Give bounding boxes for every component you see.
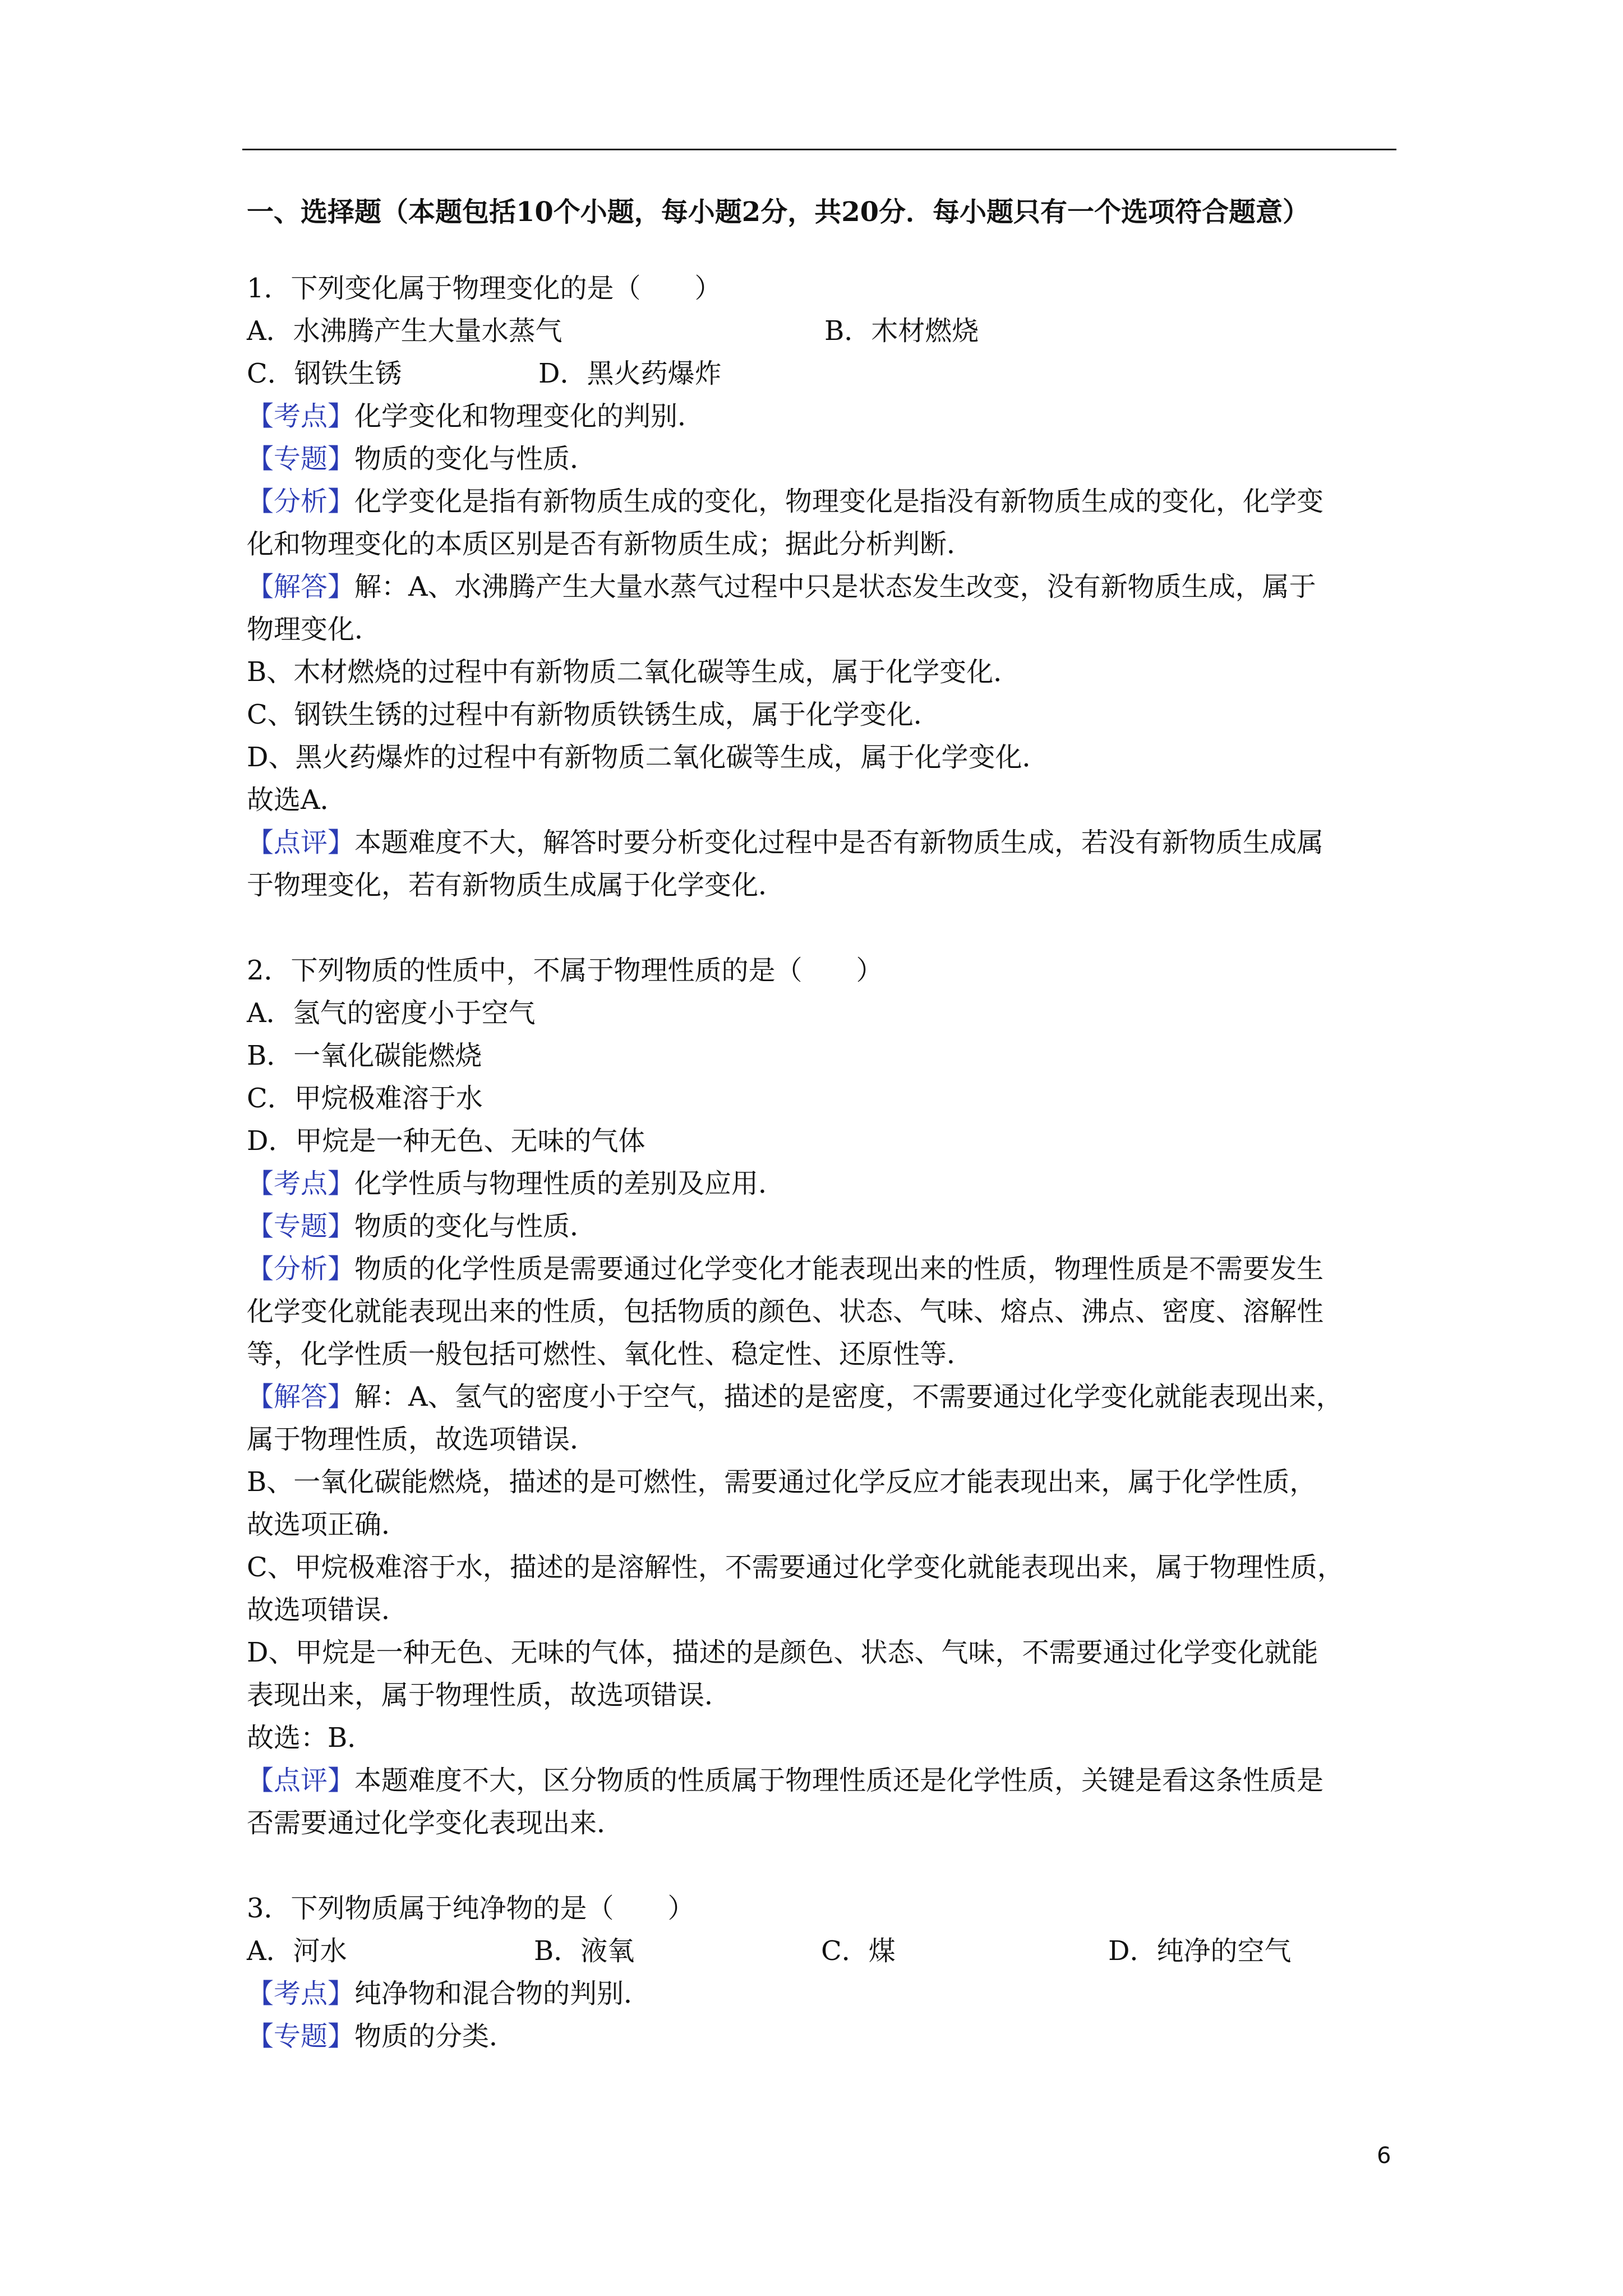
- question-1-jieda: [247, 565, 1396, 608]
- dianping-tag: 【点评】: [247, 1765, 355, 1796]
- question-3-option-b: B．液氧: [534, 1935, 635, 1967]
- jieda-tag: 【解答】: [247, 1381, 355, 1412]
- jieda-text: 解：A、氢气的密度小于空气，描述的是密度，不需要通过化学变化就能表现出来，: [354, 1381, 1343, 1412]
- dianping-text: 本题难度不大，解答时要分析变化过程中是否有新物质生成，若没有新物质生成属: [354, 827, 1324, 858]
- question-2-jieda: [247, 1375, 1396, 1418]
- question-1-jieda-line: 物理变化．: [247, 614, 382, 645]
- question-2-jieda-line: 故选项正确．: [247, 1509, 409, 1540]
- kaodian-tag: 【考点】: [247, 1978, 355, 2009]
- kaodian-tag: 【考点】: [247, 401, 355, 432]
- zhuanti-tag: 【专题】: [247, 1211, 355, 1242]
- kaodian-tag: 【考点】: [247, 1168, 355, 1199]
- fenxi-text: 物质的化学性质是需要通过化学变化才能表现出来的性质，物理性质是不需要发生: [354, 1253, 1324, 1285]
- question-1-options-row-2: [247, 352, 1396, 395]
- question-2-option-d: D．甲烷是一种无色、无味的气体: [247, 1125, 645, 1157]
- question-1-answer: 故选A．: [247, 784, 347, 816]
- question-1-fenxi-cont: 化和物理变化的本质区别是否有新物质生成；据此分析判断．: [247, 528, 974, 560]
- jieda-text: 解：A、水沸腾产生大量水蒸气过程中只是状态发生改变，没有新物质生成，属于: [354, 571, 1316, 602]
- question-1-jieda-line: B、木材燃烧的过程中有新物质二氧化碳等生成，属于化学变化．: [247, 656, 1021, 688]
- question-2-fenxi-cont: 等，化学性质一般包括可燃性、氧化性、稳定性、还原性等．: [247, 1338, 974, 1370]
- section-title: 一、选择题（本题包括10个小题，每小题2分，共20分．每小题只有一个选项符合题意）: [247, 196, 1310, 228]
- jieda-tag: 【解答】: [247, 571, 355, 602]
- question-3-zhuanti: [247, 2015, 1396, 2058]
- question-1: [247, 267, 1396, 907]
- question-1-jieda-line: D、黑火药爆炸的过程中有新物质二氧化碳等生成，属于化学变化．: [247, 742, 1049, 773]
- zhuanti-text: 物质的变化与性质．: [354, 1211, 597, 1242]
- question-2-stem: 2．下列物质的性质中，不属于物理性质的是（ ）: [247, 955, 883, 986]
- question-2-answer: 故选：B．: [247, 1722, 375, 1754]
- question-1-option-b: B．木材燃烧: [824, 315, 979, 347]
- question-3-stem: 3．下列物质属于纯净物的是（ ）: [247, 1893, 695, 1924]
- question-2-jieda-line: 表现出来，属于物理性质，故选项错误．: [247, 1680, 732, 1711]
- question-1-option-d: D．黑火药爆炸: [538, 358, 722, 389]
- question-1-kaodian: [247, 395, 1396, 438]
- question-2-option-b: B．一氧化碳能燃烧: [247, 1040, 482, 1071]
- question-2-jieda-line: 属于物理性质，故选项错误．: [247, 1424, 597, 1455]
- question-1-options-row-1: [247, 310, 1396, 352]
- zhuanti-tag: 【专题】: [247, 2021, 355, 2052]
- question-2-dianping-cont: 否需要通过化学变化表现出来．: [247, 1807, 624, 1839]
- page-number: 6: [1377, 2143, 1391, 2169]
- fenxi-text: 化学变化是指有新物质生成的变化，物理变化是指没有新物质生成的变化，化学变: [354, 486, 1324, 517]
- zhuanti-tag: 【专题】: [247, 443, 355, 475]
- question-2-fenxi: [247, 1248, 1396, 1290]
- question-3-options-row: [247, 1930, 1396, 1972]
- question-2-option-a: A．氢气的密度小于空气: [247, 997, 536, 1029]
- question-2-option-c: C．甲烷极难溶于水: [247, 1083, 483, 1114]
- fenxi-tag: 【分析】: [247, 486, 355, 517]
- header-rule: [242, 149, 1396, 150]
- question-2-jieda-line: 故选项错误．: [247, 1594, 409, 1626]
- question-1-zhuanti: [247, 438, 1396, 480]
- question-2-fenxi-cont: 化学变化就能表现出来的性质，包括物质的颜色、状态、气味、熔点、沸点、密度、溶解性: [247, 1296, 1324, 1327]
- fenxi-tag: 【分析】: [247, 1253, 355, 1285]
- question-2-kaodian: [247, 1162, 1396, 1205]
- question-3-option-d: D．纯净的空气: [1108, 1935, 1292, 1967]
- question-3: [247, 1887, 1396, 2058]
- dianping-text: 本题难度不大，区分物质的性质属于物理性质还是化学性质，关键是看这条性质是: [354, 1765, 1324, 1796]
- zhuanti-text: 物质的变化与性质．: [354, 443, 597, 475]
- question-2: [247, 949, 1396, 1844]
- question-3-option-c: C．煤: [821, 1935, 896, 1967]
- kaodian-text: 纯净物和混合物的判别．: [354, 1978, 651, 2009]
- question-1-dianping: [247, 821, 1396, 864]
- question-1-option-a: A．水沸腾产生大量水蒸气: [247, 315, 562, 347]
- zhuanti-text: 物质的分类．: [354, 2021, 517, 2052]
- question-2-zhuanti: [247, 1205, 1396, 1248]
- question-2-dianping: [247, 1759, 1396, 1802]
- question-2-jieda-line: D、甲烷是一种无色、无味的气体，描述的是颜色、状态、气味，不需要通过化学变化就能: [247, 1637, 1318, 1668]
- dianping-tag: 【点评】: [247, 827, 355, 858]
- question-1-stem: 1．下列变化属于物理变化的是（ ）: [247, 273, 722, 304]
- question-1-dianping-cont: 于物理变化，若有新物质生成属于化学变化．: [247, 869, 786, 901]
- kaodian-text: 化学性质与物理性质的差别及应用．: [354, 1168, 786, 1199]
- question-1-fenxi: [247, 480, 1396, 523]
- kaodian-text: 化学变化和物理变化的判别．: [354, 401, 705, 432]
- question-1-jieda-line: C、钢铁生锈的过程中有新物质铁锈生成，属于化学变化．: [247, 699, 940, 730]
- question-2-jieda-line: C、甲烷极难溶于水，描述的是溶解性，不需要通过化学变化就能表现出来，属于物理性质，: [247, 1552, 1344, 1583]
- question-2-jieda-line: B、一氧化碳能燃烧，描述的是可燃性，需要通过化学反应才能表现出来，属于化学性质，: [247, 1466, 1317, 1498]
- document-body: [247, 191, 1396, 2100]
- question-1-option-c: C．钢铁生锈: [247, 358, 402, 389]
- question-3-kaodian: [247, 1972, 1396, 2015]
- question-3-option-a: A．河水: [247, 1935, 347, 1967]
